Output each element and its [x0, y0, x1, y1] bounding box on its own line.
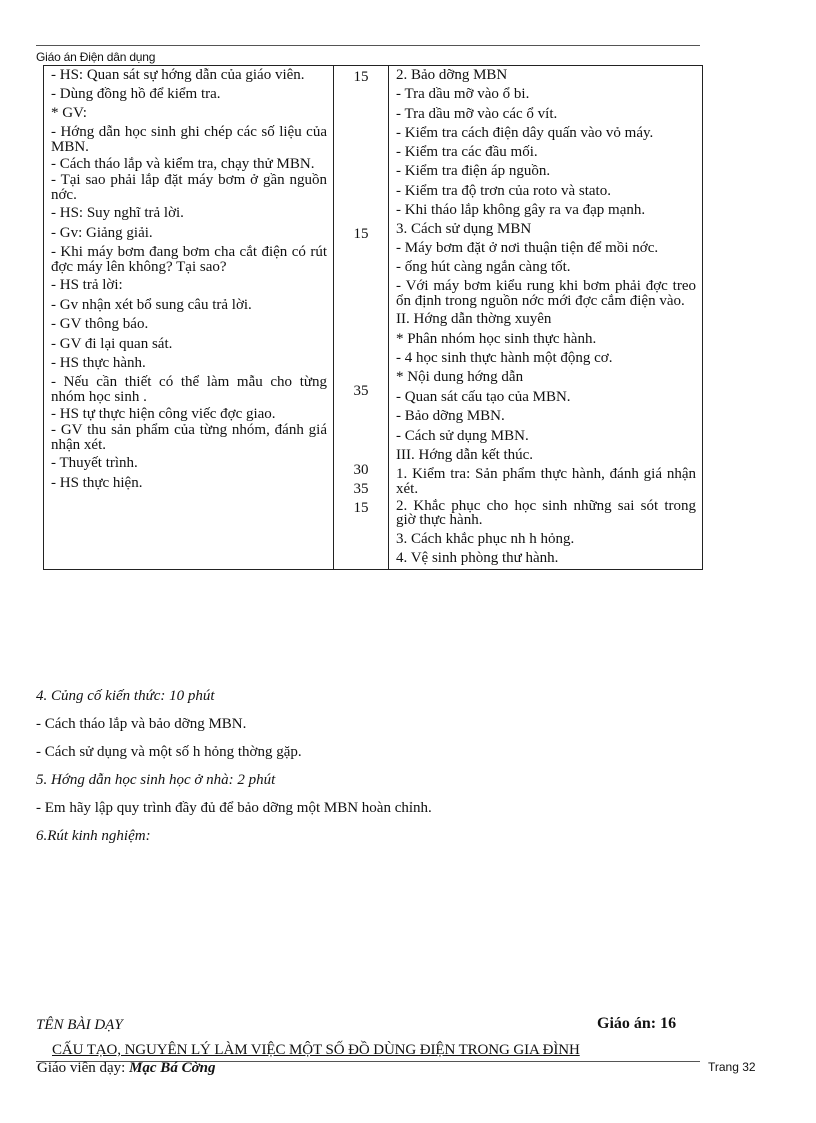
content-line: - Máy bơm đặt ở nơi thuận tiện để mồi nớc. — [396, 241, 659, 256]
teacher-line — [37, 1060, 215, 1077]
content-line: - Khi tháo lắp không gây ra va đạp mạnh. — [396, 203, 646, 218]
lesson-table — [43, 65, 703, 570]
activity-line: - Dùng đồng hồ để kiểm tra. — [51, 85, 221, 102]
content-line: - ống hút càng ngắn càng tốt. — [396, 258, 571, 275]
teacher-label: Giáo viên dạy: — [37, 1060, 130, 1076]
activity-line: - Gv: Giảng giải. — [51, 224, 153, 241]
content-line: - Tra dầu mỡ vào các ổ vít. — [396, 105, 558, 122]
time-value: 35 — [353, 383, 369, 399]
activity-line: * GV: — [51, 105, 87, 121]
content-line: - Với máy bơm kiểu rung khi bơm phải đợc treo ổn định trong nguồn nớc mới đợc cắm điện vào. — [396, 279, 696, 309]
section-6-title: 6.Rút kinh nghiệm: — [36, 828, 151, 844]
content-line: - Tra dầu mỡ vào ổ bi. — [396, 86, 530, 103]
teacher-name: Mạc Bá Cờng — [129, 1060, 216, 1076]
content-line: - Cách sử dụng MBN. — [396, 427, 529, 444]
content-line: 1. Kiểm tra: Sản phẩm thực hành, đánh giá nhận xét. — [396, 467, 696, 497]
page-number: Trang 32 — [708, 1060, 756, 1074]
activity-column — [44, 66, 334, 570]
activity-line: - HS: Quan sát sự hớng dẫn của giáo viên. — [51, 68, 305, 83]
activity-line: - GV thu sản phẩm của từng nhóm, đánh giá nhận xét. — [51, 423, 327, 453]
activity-line: - Nếu cần thiết có thể làm mẫu cho từng nhóm học sinh . — [51, 375, 327, 405]
document-header: Giáo án Điện dân dụng — [36, 50, 156, 64]
activity-line: - Khi máy bơm đang bơm cha cắt điện có rút đợc máy lên không? Tại sao? — [51, 245, 327, 275]
time-value: 35 — [353, 481, 369, 497]
content-line: III. Hớng dẫn kết thúc. — [396, 447, 534, 464]
activity-line: - Tại sao phải lắp đặt máy bơm ở gần nguồn nớc. — [51, 173, 327, 203]
content-line: 3. Cách sử dụng MBN — [396, 220, 532, 237]
activity-line: - GV thông báo. — [51, 316, 149, 333]
activity-line: - HS tự thực hiện công viếc đợc giao. — [51, 406, 276, 422]
activity-line: - GV đi lại quan sát. — [51, 335, 173, 352]
content-line: - Quan sát cấu tạo của MBN. — [396, 388, 571, 405]
time-value: 30 — [353, 462, 369, 478]
activity-line: - HS trả lời: — [51, 277, 123, 294]
content-line: - Kiểm tra điện áp nguồn. — [396, 163, 551, 180]
time-value: 15 — [353, 500, 369, 516]
time-value: 15 — [353, 69, 369, 85]
content-column — [389, 66, 703, 570]
activity-line: - Thuyết trình. — [51, 455, 138, 472]
time-column — [334, 66, 389, 570]
content-line: - 4 học sinh thực hành một động cơ. — [396, 350, 613, 367]
activity-line: - Gv nhận xét bổ sung câu trả lời. — [51, 296, 252, 313]
header-top-rule — [36, 45, 700, 46]
content-line: 2. Bảo dỡng MBN — [396, 67, 508, 83]
activity-line: - Hớng dẫn học sinh ghi chép các số liệu của MBN. — [51, 125, 327, 155]
content-line: * Phân nhóm học sinh thực hành. — [396, 330, 597, 347]
section-4-line: - Cách tháo lắp và bảo dỡng MBN. — [36, 716, 247, 732]
activity-line: - Cách tháo lắp và kiểm tra, chạy thử MBN. — [51, 156, 315, 172]
section-5-title: 5. Hớng dẫn học sinh học ở nhà: 2 phút — [36, 772, 276, 788]
content-line: - Bảo dỡng MBN. — [396, 408, 505, 425]
content-line: - Kiểm tra các đầu mối. — [396, 143, 538, 160]
content-line: II. Hớng dẫn thờng xuyên — [396, 311, 552, 328]
content-line: - Kiểm tra độ trơn của roto và stato. — [396, 182, 611, 199]
time-value: 15 — [353, 226, 369, 242]
lesson-name-text: CẤU TẠO, NGUYÊN LÝ LÀM VIỆC MỘT SỐ ĐỒ DÙNG ĐIỆN TRONG GIA ĐÌNH — [52, 1042, 580, 1058]
activity-line: - HS: Suy nghĩ trả lời. — [51, 205, 184, 222]
lesson-number: Giáo án: 16 — [597, 1015, 677, 1032]
section-5-line: - Em hãy lập quy trình đầy đủ để bảo dỡng một MBN hoàn chỉnh. — [36, 800, 432, 816]
lesson-name — [52, 1042, 580, 1059]
content-line: 3. Cách khắc phục nh h hỏng. — [396, 530, 575, 547]
content-line: - Kiểm tra cách điện dây quấn vào vỏ máy. — [396, 126, 654, 141]
section-4-line: - Cách sử dụng và một số h hỏng thờng gặp. — [36, 744, 302, 760]
activity-line: - HS thực hiện. — [51, 474, 143, 491]
table-row — [44, 66, 703, 570]
content-line: 2. Khắc phục cho học sinh những sai sót trong giờ thực hành. — [396, 498, 696, 528]
content-line: 4. Vệ sinh phòng thư hành. — [396, 550, 559, 567]
lesson-title-label: TÊN BÀI DẠY — [36, 1017, 123, 1033]
content-line: * Nội dung hớng dẫn — [396, 369, 524, 386]
section-4-title: 4. Củng cố kiến thức: 10 phút — [36, 688, 215, 704]
activity-line: - HS thực hành. — [51, 355, 146, 371]
